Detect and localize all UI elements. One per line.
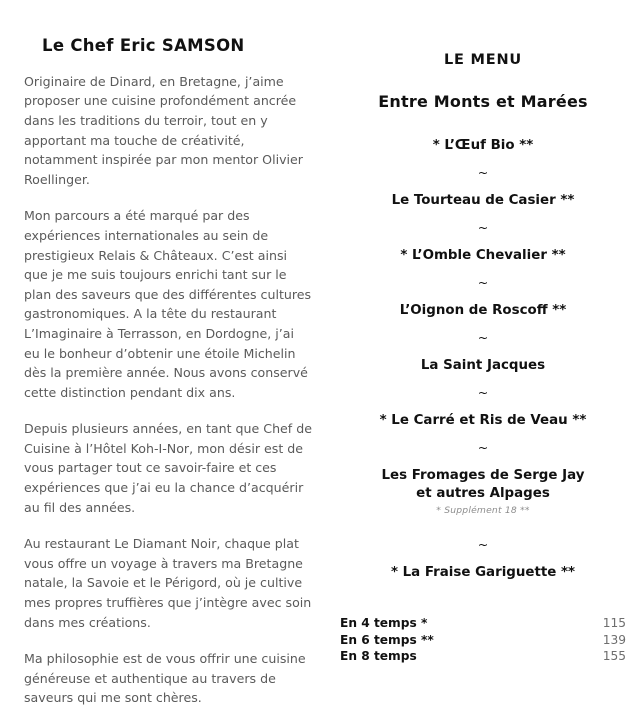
course-separator: ~ — [477, 275, 489, 290]
menu-course: Les Fromages de Serge Jay — [381, 468, 585, 483]
course-separator: ~ — [477, 165, 489, 180]
bio-paragraph: Depuis plusieurs années, en tant que Chef de Cuisine à l’Hôtel Koh-I-Nor, mon désir est de vous partager tout ce savoir-faire et ces expériences que j’ai eu la chance d’acquérir au fil des années. — [24, 421, 312, 515]
course-separator: ~ — [477, 220, 489, 235]
menu-title: LE MENU — [443, 52, 523, 68]
menu-course: L’Oignon de Roscoff ** — [399, 303, 567, 318]
table-row — [340, 615, 626, 632]
price-label: En 8 temps — [340, 649, 417, 663]
course-separator: ~ — [477, 440, 489, 455]
price-value: 155 — [602, 649, 626, 663]
menu-course: * La Fraise Gariguette ** — [390, 565, 576, 580]
menu-course: * L’Omble Chevalier ** — [400, 248, 566, 263]
menu-course: La Saint Jacques — [420, 358, 546, 373]
chef-title: Le Chef Eric SAMSON — [42, 36, 245, 55]
price-value: 115 — [602, 616, 626, 630]
course-separator: ~ — [477, 385, 489, 400]
table-row — [340, 648, 626, 665]
price-value: 139 — [602, 632, 626, 647]
price-label: En 4 temps * — [340, 616, 428, 630]
price-table — [340, 615, 626, 665]
bio-paragraph: Ma philosophie est de vous offrir une cuisine généreuse et authentique au travers de saveurs qui me sont chères. — [24, 651, 306, 706]
course-list — [340, 137, 626, 582]
course-separator: ~ — [477, 537, 489, 552]
bio-paragraph: Au restaurant Le Diamant Noir, chaque plat vous offre un voyage à travers ma Bretagne natale, la Savoie et le Périgord, où je cultive mes propres truffières que j’intègre avec soin dans mes créations. — [24, 536, 312, 630]
bio-paragraph: Mon parcours a été marqué par des expériences internationales au sein de prestigieux Relais & Châteaux. C’est ainsi que je me suis toujours enrichi tant sur le plan des saveurs que des différentes cultures gastronomiques. A la tête du restaurant L’Imaginaire à Terrasson, en Dordogne, j’ai eu le bonheur d’obtenir une étoile Michelin dès la première année. Nous avons conservé cette distinction pendant dix ans. — [24, 208, 312, 400]
table-row — [340, 632, 626, 649]
menu-course-second-line: et autres Alpages — [416, 486, 550, 501]
course-separator: ~ — [477, 330, 489, 345]
menu-column — [330, 0, 640, 672]
menu-subtitle: Entre Monts et Marées — [378, 92, 588, 111]
menu-course: * Le Carré et Ris de Veau ** — [379, 413, 587, 428]
menu-course: * L’Œuf Bio ** — [432, 138, 534, 153]
price-label: En 6 temps ** — [340, 632, 434, 647]
menu-course-supplement: * Supplément 18 ** — [436, 505, 530, 516]
menu-course: Le Tourteau de Casier ** — [391, 193, 575, 208]
bio-paragraph: Originaire de Dinard, en Bretagne, j’aime proposer une cuisine profondément ancrée dans les traditions du terroir, tout en y apportant ma touche de créativité, notamment inspirée par mon mentor Olivier Roellinger. — [24, 73, 303, 187]
